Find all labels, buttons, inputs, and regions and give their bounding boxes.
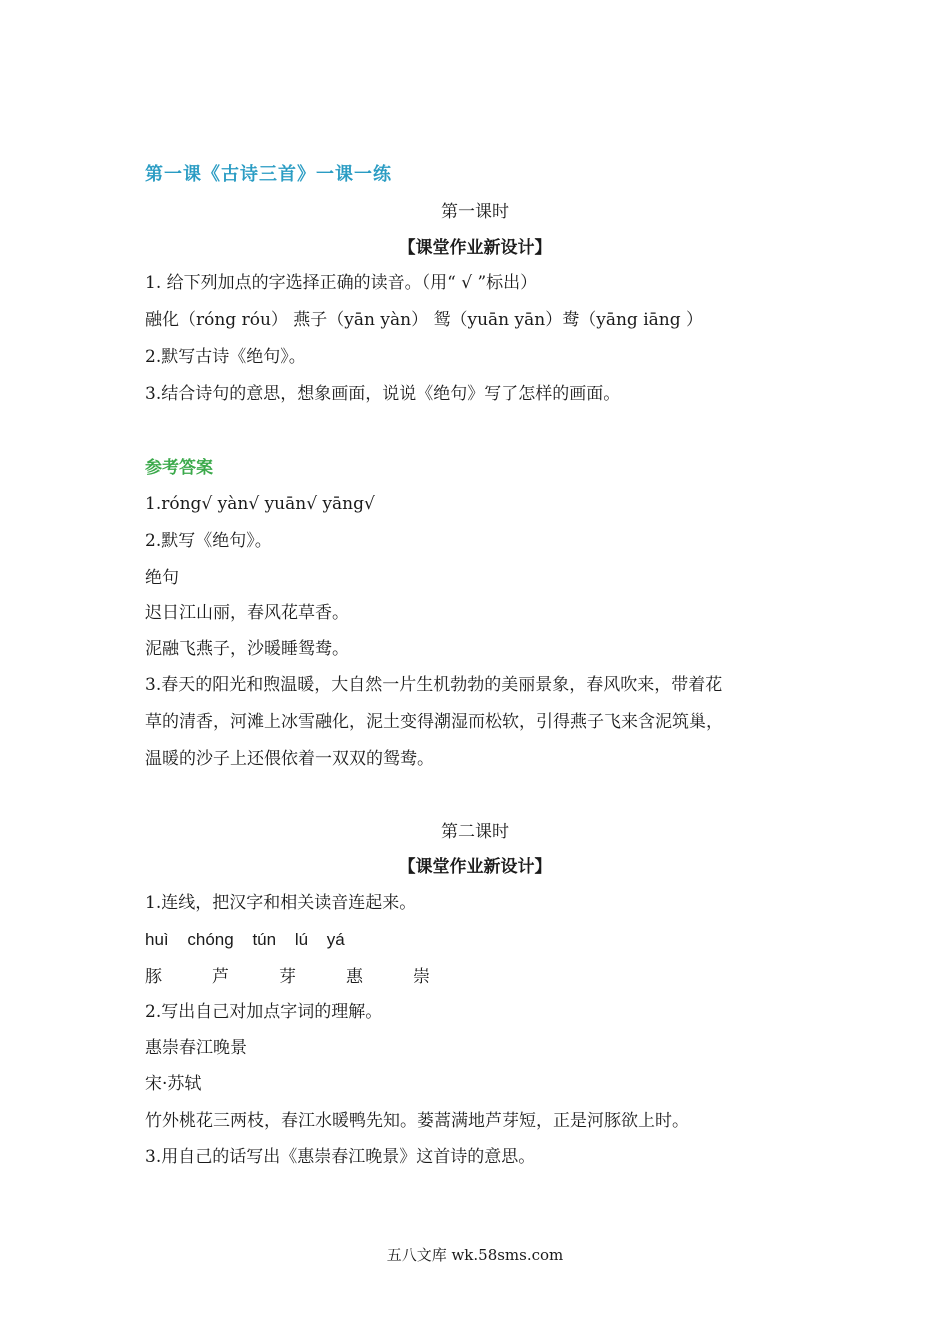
period2-question-1: 1.连线，把汉字和相关读音连起来。 — [145, 893, 417, 913]
period1-question-1-options: 融化（róng róu） 燕子（yān yàn） 鸳（yuān yān）鸯（yāng iāng ） — [145, 310, 704, 330]
period1-question-3: 3.结合诗句的意思，想象画面，说说《绝句》写了怎样的画面。 — [145, 384, 621, 404]
pinyin-item: chóng — [187, 930, 234, 949]
period2-poem-title: 惠崇春江晚景 — [145, 1038, 247, 1058]
answer-3-line-3: 温暖的沙子上还偎依着一双双的鸳鸯。 — [145, 749, 434, 769]
hanzi-row — [145, 965, 480, 989]
hanzi-item: 惠 — [346, 967, 363, 987]
period2-section: 【课堂作业新设计】 — [398, 857, 552, 877]
pinyin-row — [145, 928, 359, 952]
period1-section: 【课堂作业新设计】 — [398, 238, 552, 258]
period1-question-1: 1. 给下列加点的字选择正确的读音。（用“ √ ”标出） — [145, 273, 538, 293]
answer-3-line-2: 草的清香，河滩上冰雪融化，泥土变得潮湿而松软，引得燕子飞来含泥筑巢， — [145, 712, 723, 732]
period2-question-3: 3.用自己的话写出《惠崇春江晚景》这首诗的意思。 — [145, 1147, 536, 1167]
hanzi-item: 芦 — [212, 967, 229, 987]
hanzi-item: 崇 — [413, 967, 430, 987]
answer-poem-title: 绝句 — [145, 568, 179, 588]
hanzi-item: 豚 — [145, 967, 162, 987]
answer-poem-line-1: 迟日江山丽，春风花草香。 — [145, 603, 349, 623]
answers-heading: 参考答案 — [145, 458, 213, 478]
period1-question-2: 2.默写古诗《绝句》。 — [145, 347, 306, 367]
period2-heading: 第二课时 — [441, 822, 509, 842]
answer-2: 2.默写《绝句》。 — [145, 531, 272, 551]
period2-poem-author: 宋·苏轼 — [145, 1074, 202, 1094]
answer-poem-line-2: 泥融飞燕子，沙暖睡鸳鸯。 — [145, 639, 349, 659]
period2-poem-text: 竹外桃花三两枝，春江水暖鸭先知。蒌蒿满地芦芽短，正是河豚欲上时。 — [145, 1111, 689, 1131]
pinyin-item: yá — [326, 930, 345, 949]
pinyin-item: lú — [294, 930, 309, 949]
answer-3-line-1: 3.春天的阳光和煦温暖，大自然一片生机勃勃的美丽景象，春风吹来，带着花 — [145, 675, 723, 695]
footer-watermark: 五八文库 wk.58sms.com — [386, 1246, 564, 1264]
period2-question-2: 2.写出自己对加点字词的理解。 — [145, 1002, 383, 1022]
document-title: 第一课《古诗三首》一课一练 — [145, 164, 392, 185]
answer-1: 1.róng√ yàn√ yuān√ yāng√ — [145, 494, 375, 514]
pinyin-item: huì — [145, 930, 169, 949]
hanzi-item: 芽 — [279, 967, 296, 987]
period1-heading: 第一课时 — [441, 202, 509, 222]
pinyin-item: tún — [252, 930, 277, 949]
